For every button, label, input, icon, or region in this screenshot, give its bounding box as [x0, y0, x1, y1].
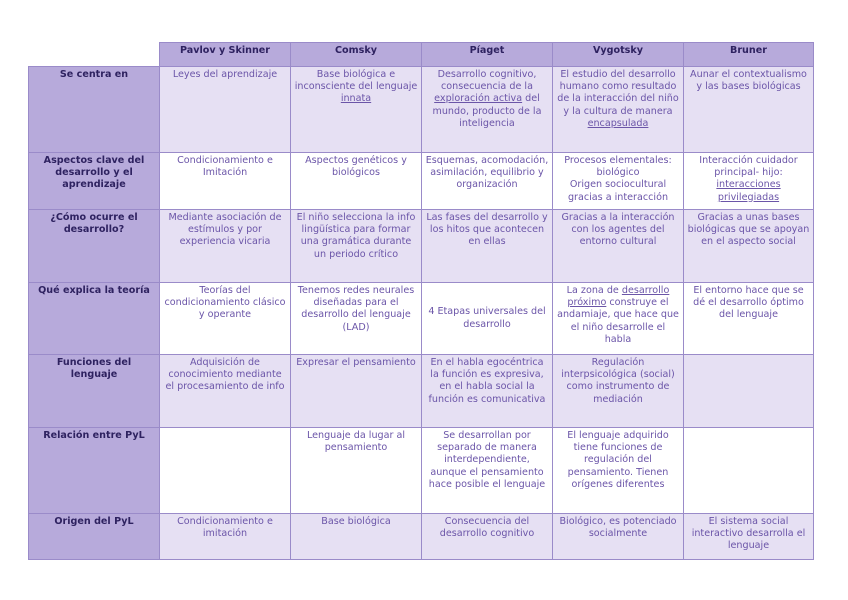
row-header: Funciones del lenguaje — [29, 355, 160, 428]
table-cell: Condicionamiento e imitación — [160, 514, 291, 560]
table-cell: Aspectos genéticos y biológicos — [291, 153, 422, 210]
table-cell: Base biológica e inconsciente del lenguaje innata — [291, 67, 422, 153]
table-cell: 4 Etapas universales del desarrollo — [422, 283, 553, 355]
table-row — [29, 355, 814, 428]
column-header: Vygotsky — [553, 43, 684, 67]
table-cell: La zona de desarrollo próximo construye el andamiaje, que hace que el niño desarrolle el habla — [553, 283, 684, 355]
table-cell: Esquemas, acomodación, asimilación, equilibrio y organización — [422, 153, 553, 210]
row-header: Se centra en — [29, 67, 160, 153]
table-cell: Condicionamiento e Imitación — [160, 153, 291, 210]
table-cell: El niño selecciona la info lingüística para formar una gramática durante un periodo crítico — [291, 210, 422, 283]
header-row — [29, 43, 814, 67]
table-row — [29, 153, 814, 210]
table-cell: Base biológica — [291, 514, 422, 560]
table-cell: Desarrollo cognitivo, consecuencia de la exploración activa del mundo, producto de la inteligencia — [422, 67, 553, 153]
table-cell: Gracias a unas bases biológicas que se apoyan en el aspecto social — [684, 210, 814, 283]
table-cell: Expresar el pensamiento — [291, 355, 422, 428]
table-cell: Leyes del aprendizaje — [160, 67, 291, 153]
table-row — [29, 514, 814, 560]
underlined-term: encapsulada — [587, 117, 649, 129]
table-cell: Lenguaje da lugar al pensamiento — [291, 428, 422, 514]
table-cell: En el habla egocéntrica la función es expresiva, en el habla social la función es comunicativa — [422, 355, 553, 428]
row-header: Aspectos clave del desarrollo y el aprendizaje — [29, 153, 160, 210]
table-cell: Consecuencia del desarrollo cognitivo — [422, 514, 553, 560]
table-cell — [160, 428, 291, 514]
column-header: Pavlov y Skinner — [160, 43, 291, 67]
row-header: Origen del PyL — [29, 514, 160, 560]
table-cell: Aunar el contextualismo y las bases biológicas — [684, 67, 814, 153]
table-cell: Interacción cuidador principal- hijo: interacciones privilegiadas — [684, 153, 814, 210]
column-header: Píaget — [422, 43, 553, 67]
underlined-term: interacciones privilegiadas — [716, 179, 781, 203]
row-header: Relación entre PyL — [29, 428, 160, 514]
table-cell — [684, 428, 814, 514]
table-cell: El estudio del desarrollo humano como resultado de la interacción del niño y la cultura de manera encapsulada — [553, 67, 684, 153]
table-cell: Procesos elementales: biológico Origen sociocultural gracias a interacción — [553, 153, 684, 210]
row-header: ¿Cómo ocurre el desarrollo? — [29, 210, 160, 283]
table-cell: Tenemos redes neurales diseñadas para el desarrollo del lenguaje (LAD) — [291, 283, 422, 355]
table-row — [29, 283, 814, 355]
table-cell — [684, 355, 814, 428]
corner-cell — [29, 43, 160, 67]
table-cell: Adquisición de conocimiento mediante el procesamiento de info — [160, 355, 291, 428]
table-cell: Teorías del condicionamiento clásico y operante — [160, 283, 291, 355]
table-cell: El lenguaje adquirido tiene funciones de regulación del pensamiento. Tienen orígenes diferentes — [553, 428, 684, 514]
table-row — [29, 428, 814, 514]
table-row — [29, 67, 814, 153]
table-cell: Las fases del desarrollo y los hitos que acontecen en ellas — [422, 210, 553, 283]
row-header: Qué explica la teoría — [29, 283, 160, 355]
table-cell: Mediante asociación de estímulos y por experiencia vicaria — [160, 210, 291, 283]
table-cell: Se desarrollan por separado de manera interdependiente, aunque el pensamiento hace posible el lenguaje — [422, 428, 553, 514]
underlined-term: innata — [340, 93, 372, 105]
column-header: Bruner — [684, 43, 814, 67]
comparison-table — [28, 42, 814, 560]
table-cell: Regulación interpsicológica (social) como instrumento de mediación — [553, 355, 684, 428]
underlined-term: exploración activa — [434, 93, 523, 105]
table-cell: Gracias a la interacción con los agentes del entorno cultural — [553, 210, 684, 283]
table-cell: El entorno hace que se dé el desarrollo óptimo del lenguaje — [684, 283, 814, 355]
column-header: Comsky — [291, 43, 422, 67]
table-cell: Biológico, es potenciado socialmente — [553, 514, 684, 560]
underlined-term: desarrollo próximo — [567, 285, 670, 309]
table-row — [29, 210, 814, 283]
table-cell: El sistema social interactivo desarrolla el lenguaje — [684, 514, 814, 560]
